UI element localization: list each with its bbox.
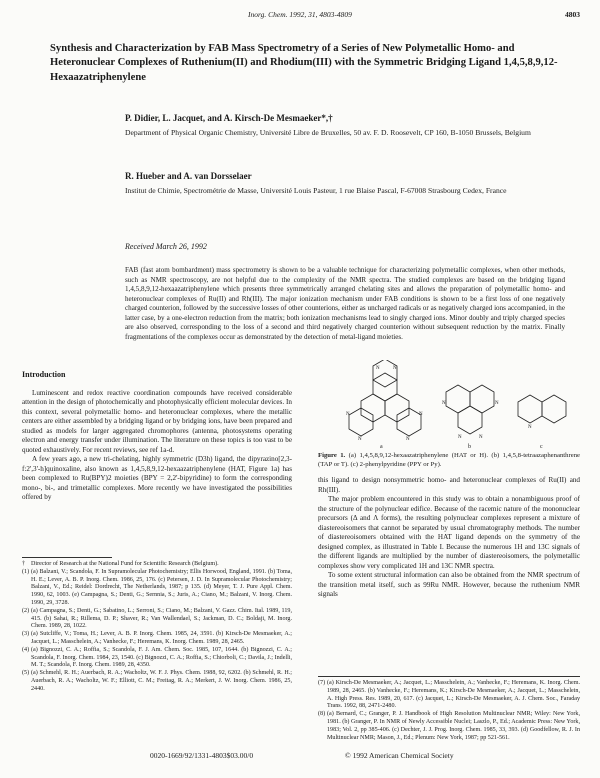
introduction-section [22, 370, 292, 503]
page-number: 4803 [565, 10, 580, 19]
svg-text:N: N [458, 435, 462, 440]
paper-title: Synthesis and Characterization by FAB Mass Spectrometry of a Series of New Polymetallic Homo- and Heteronuclear Complexes of Ruthenium(II) and Rhodium(III) with the Symmetric Bridging Ligand 1,4,5,8,9,12-Hexaazatriphenylene [50, 43, 558, 83]
svg-text:N: N [406, 437, 410, 442]
svg-text:N: N [528, 425, 532, 430]
svg-text:N: N [358, 437, 362, 442]
footnote: (5) (a) Schmehl, R. H.; Auerbach, R. A.; Wacholtz, W. F. J. Phys. Chem. 1988, 92, 6202. (b) Schmehl, R. H.; Auerbach, R. A.; Wacholtz, W. F.; Elliott, C. M.; Freitag, R. A.; Merkert, J. W. Inorg. Chem. 1986, 25, 2440. [22, 670, 292, 692]
svg-text:N: N [495, 401, 499, 406]
svg-text:N: N [442, 401, 446, 406]
footnote-divider [318, 676, 580, 677]
footnote: (7) (a) Kirsch-De Mesmaeker, A.; Jacquet, L.; Masschelein, A.; Vanhecke, F.; Heremans, K. Inorg. Chem. 1989, 28, 2465. (b) Vanhecke, F.; Heremans, K.; Kirsch-De Mesmaeker, A.; Jacquet, L.; Masschelein, A. High Press. Res. 1989, 20, 617. (c) Jacquet, L.; Kirsch-De Mesmaeker, A. J. Chem. Soc., Faraday Trans. 1992, 88, 2471-2480. [318, 680, 580, 710]
footnote: (3) (a) Sutcliffe, V.; Toma, H.; Lever, A. B. P. Inorg. Chem. 1985, 24, 3591. (b) Kirsch-De Mesmaeker, A.; Jacquet, L.; Masschelein, A.; Vanhecke, F.; Heremans, K. Inorg. Chem. 1989, 28, 2465. [22, 631, 292, 645]
author-list-2: R. Hueber and A. van Dorsselaer [125, 171, 252, 181]
footnote: † Director of Research at the National Fund for Scientific Research (Belgium). [22, 561, 219, 567]
footnote-divider [22, 557, 112, 558]
journal-citation: Inorg. Chem. 1992, 31, 4803-4809 [248, 10, 352, 19]
figure-label: Figure 1. [318, 452, 346, 459]
svg-text:b: b [468, 444, 471, 450]
intro-paragraph-1: Luminescent and redox reactive coordination compounds have received considerable attention in the design of photochemically and photophysically efficient molecular devices. In this context, several polymetallic homo- and heteronuclear complexes, where the metallic centers are either assembled by a bridging ligand or by bridging ions, have been prepared and studied as models for larger aggregated chromophores (antenna, photosystems operating electron and energy transfer under illumination. The literature on these topics is too vast to be quoted exhaustively. For recent reviews, see ref 1a-d. [22, 388, 292, 454]
svg-text:N: N [419, 412, 423, 417]
svg-text:N: N [393, 366, 397, 371]
received-date: Received March 26, 1992 [125, 242, 207, 251]
footnotes-right [318, 680, 580, 742]
affiliation-1: Department of Physical Organic Chemistry, Université Libre de Bruxelles, 50 av. F. D. Roosevelt, CP 160, B-1050 Brussels, Belgium [125, 128, 531, 137]
figure-1-structures [318, 360, 578, 450]
footnote: (8) (a) Bernard, C.; Granger, P. J. Handbook of High Resolution Multinuclear NMR; Wiley: New York, 1981. (b) Granger, P. In NMR of Newly Accessible Nuclei; Laszlo, P., Ed.; Academic Press: New York, 1983; Vol. 2, pp 385-406. (c) Dechter, J. J. Prog. Inorg. Chem. 1985, 33, 393. (d) Goodfellow, R. J. In Multinuclear NMR; Mason, J., Ed.; Plenum: New York, 1987; pp 521-561. [318, 711, 580, 741]
figure-caption-text: (a) 1,4,5,8,9,12-hexaazatriphenylene (HAT or H). (b) 1,4,5,8-tetraazaphenanthrene (TAP or T). (c) 2-phenylpyridine (PPY or Py). [318, 452, 581, 468]
footnote: (4) (a) Bignozzi, C. A.; Roffia, S.; Scandola, F. J. Am. Chem. Soc. 1985, 107, 1644. (b) Bignozzi, C. A.; Scandola, F. Inorg. Chem. 1984, 23, 1540. (c) Bignozzi, C. A.; Roffia, S.; Chiorboli, C.; Davila, J.; Indelli, M. T.; Scandola, F. Inorg. Chem. 1989, 28, 4350. [22, 646, 292, 669]
author-list-1: P. Didier, L. Jacquet, and A. Kirsch-De Mesmaeker*,† [125, 113, 333, 123]
right-column-text [318, 476, 580, 600]
figure-1-caption [318, 452, 580, 469]
affiliation-2: Institut de Chimie, Spectrométrie de Masse, Université Louis Pasteur, 1 rue Blaise Pascal, F-67008 Strasbourg Cedex, France [125, 186, 507, 195]
svg-text:a: a [380, 444, 383, 450]
article-code: 0020-1669/92/1331-4803$03.00/0 [150, 751, 254, 760]
footnote: (1) (a) Balzani, V.; Scandola, F. In Supramolecular Photochemistry; Ellis Horwood, England, 1991. (b) Toma, H. E.; Lever, A. B. P. Inorg. Chem. 1986, 25, 176. (c) Petersen, J. D. In Supramolecular Photochemistry; Balzani, V., Ed.; Reidel: Dordrecht, The Netherlands, 1987; p 135. (d) Meyer, T. J. Pure Appl. Chem. 1990, 62, 1003. (e) Campagna, S.; Denti, G.; Sernnia, S.; Juris, A.; Ciano, M.; Balzani, V. Inorg. Chem. 1990, 29, 3728. [22, 568, 292, 606]
hat-structure [346, 360, 423, 450]
copyright: © 1992 American Chemical Society [345, 751, 454, 760]
running-header [20, 10, 580, 24]
body-paragraph: To some extent structural information can also be obtained from the NMR spectrum of the transition metal itself, such as 99Ru NMR. However, because the ruthenium NMR signals [318, 571, 580, 599]
intro-paragraph-2: A few years ago, a new tri-chelating, highly symmetric (D3h) ligand, the dipyrazino[2,3-f:2',3'-h]quinoxaline, also known as 1,4,5,8,9,12-hexaazatriphenylene (HAT, Figure 1a) has been complexed to Ru(BPY)2 moieties (BPY = 2,2'-bipyridine) to form the corresponding mono-, bi-, and trimetallic complexes. More recently we have investigated the possibilities offered by [22, 455, 292, 502]
tap-structure [442, 385, 499, 450]
svg-text:N: N [346, 412, 350, 417]
svg-text:N: N [376, 366, 380, 371]
section-heading: Introduction [22, 370, 66, 379]
ppy-structure [518, 395, 566, 450]
abstract: FAB (fast atom bombardment) mass spectrometry is shown to be a valuable technique for characterizing polymetallic complexes, when other methods, such as NMR spectroscopy, are not helpful due to the complexity of the NMR spectra. The studied complexes are based on the bridging ligand 1,4,5,8,9,12-hexaazatriphenylene which presents three symmetrically arranged chelating sites and allows the preparation of polymetallic homo- and heteronuclear complexes of Ru(II) and Rh(III). The major ionization mechanism under FAB conditions is shown to be a first loss of one negatively charged counterion, followed by the successive losses of other counterions, either as uncharged radicals or as negatively charged ions accompanied, in the latter case, by a one-electron reduction from the matrix; both ionization mechanisms lead to singly charged ions. Minor doubly and triply charged species are also observed, corresponding to the loss of a second and third negatively charged counterion without subsequent reduction by the matrix. Finally fragmentations of the complexes occur as demonstrated by the detection of metal-ligand moieties. [125, 266, 565, 341]
body-paragraph: this ligand to design nonsymmetric homo- and heteronuclear complexes of Ru(II) and Rh(III). [318, 476, 580, 494]
body-paragraph: The major problem encountered in this study was to obtain a nonambiguous proof of the structure of the polynuclear edifice. Because of the racemic nature of the mononuclear precursors (Δ and Λ forms), the resulting polynuclear complexes represent a mixture of diastereoisomers that cannot be separated by usual chromatography methods. The number of diastereoisomers obtained with the HAT ligand depends on the symmetry of the designed complex, as illustrated in Table I. Because the numerous 1H and 13C signals of the different ligands are multiplied by the number of diastereoisomers, the polymetallic complexes show very complicated 1H and 13C NMR spectra. [318, 495, 580, 570]
footnote: (2) (a) Campagna, S.; Denti, G.; Sabatino, L.; Serroni, S.; Ciano, M.; Balzani, V. Gazz. Chim. Ital. 1989, 119, 415. (b) Sahai, R.; Rillema, D. P.; Shaver, R.; Van Wallendael, S.; Jackman, D. C.; Boldaji, M. Inorg. Chem. 1989, 28, 1022. [22, 607, 292, 630]
svg-text:N: N [479, 435, 483, 440]
svg-text:c: c [540, 444, 543, 450]
footnotes-left [22, 561, 292, 694]
